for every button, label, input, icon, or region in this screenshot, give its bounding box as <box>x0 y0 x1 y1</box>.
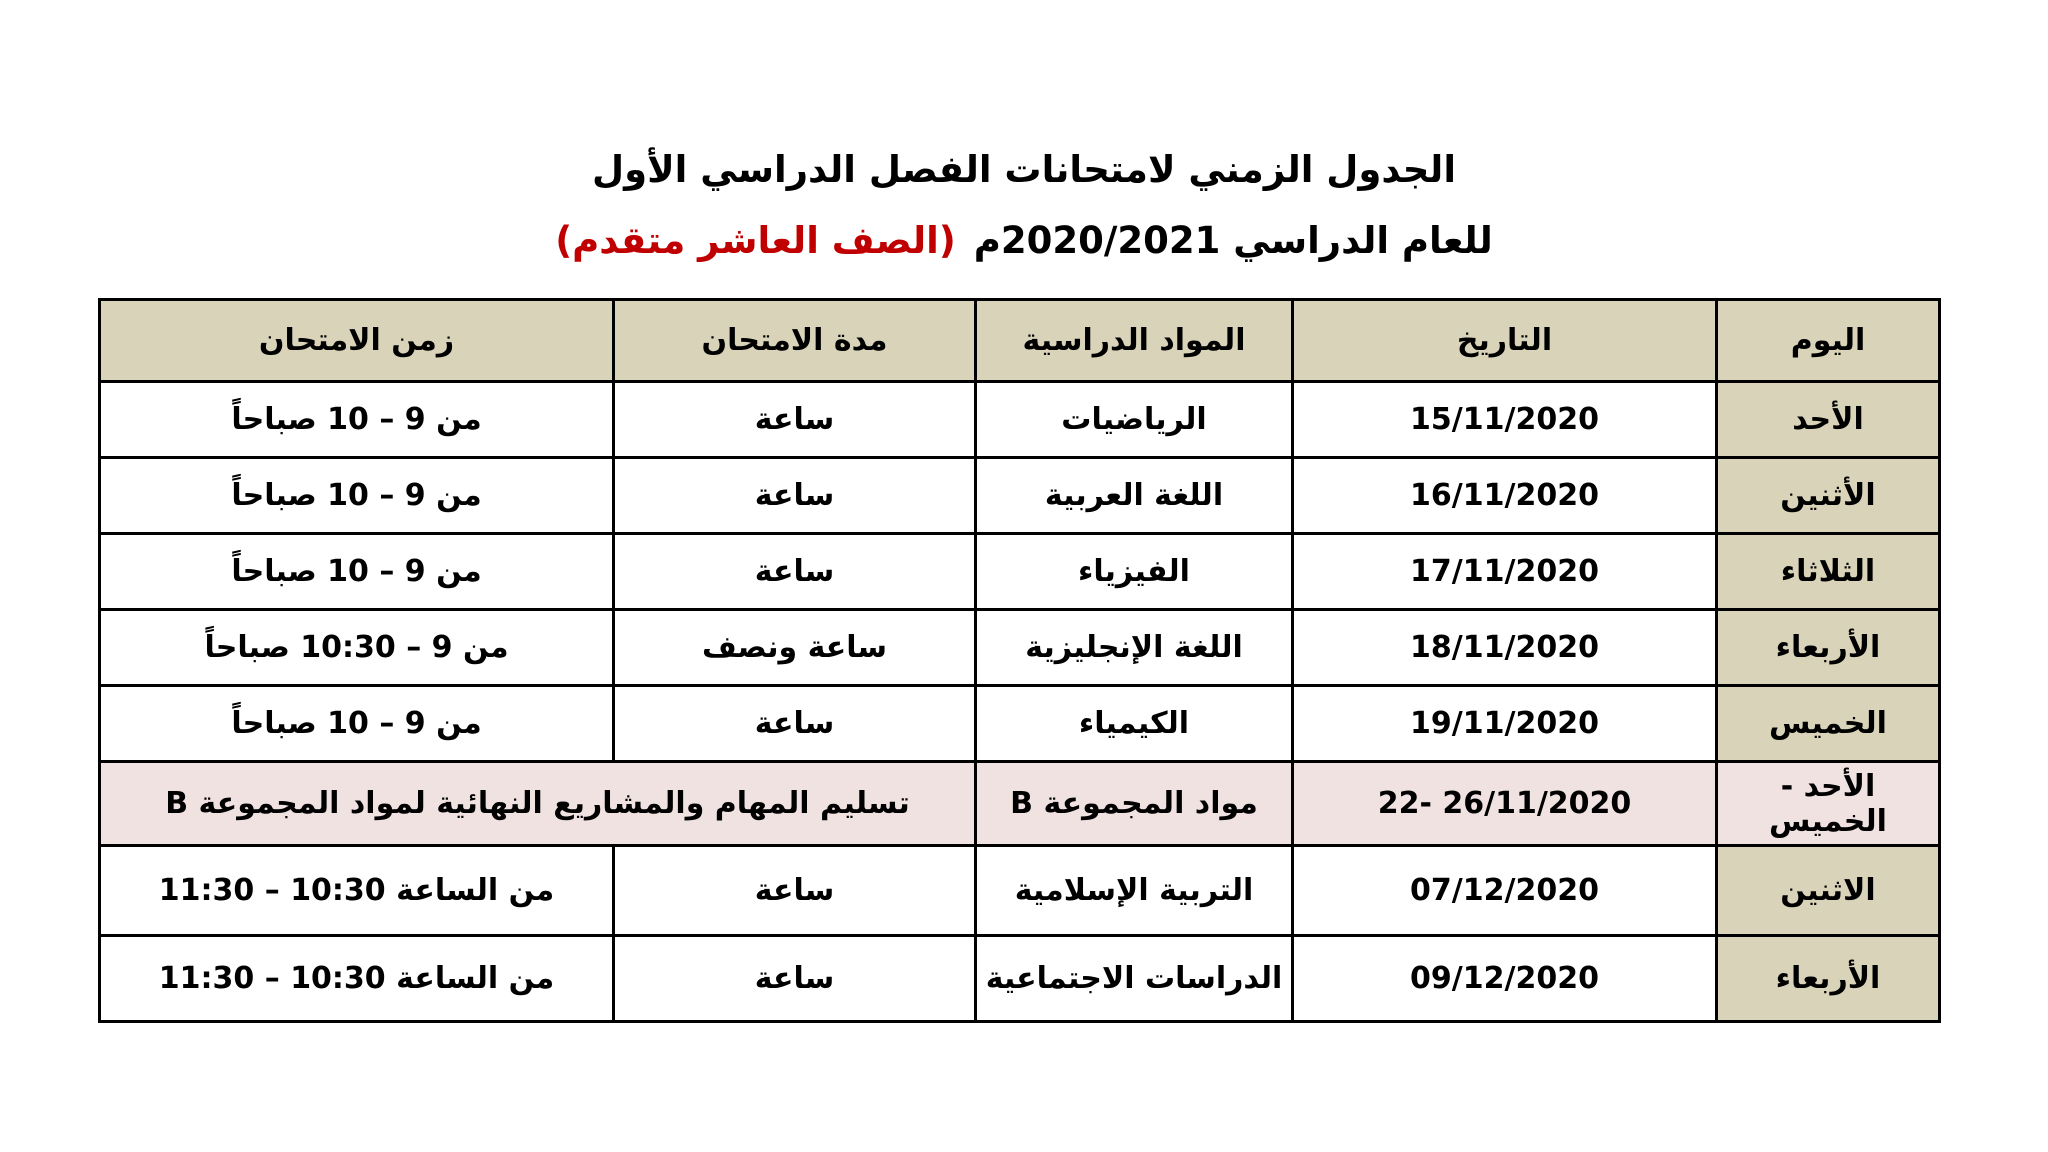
cell-subject: الدراسات الاجتماعية <box>976 936 1293 1022</box>
table-row <box>100 534 1940 610</box>
cell-time: من الساعة 10:30 – 11:30 <box>100 936 614 1022</box>
table-row <box>100 458 1940 534</box>
column-header-day: اليوم <box>1717 300 1940 382</box>
cell-subject: الكيمياء <box>976 686 1293 762</box>
cell-time: من الساعة 10:30 – 11:30 <box>100 846 614 936</box>
cell-date: 09/12/2020 <box>1293 936 1717 1022</box>
cell-time: من 9 – 10 صباحاً <box>100 534 614 610</box>
column-header-date: التاريخ <box>1293 300 1717 382</box>
table-row <box>100 936 1940 1022</box>
cell-duration: ساعة <box>614 458 976 534</box>
cell-subject: الفيزياء <box>976 534 1293 610</box>
cell-date: 16/11/2020 <box>1293 458 1717 534</box>
page-title: الجدول الزمني لامتحانات الفصل الدراسي الأول <box>591 148 1457 191</box>
cell-time: من 9 – 10 صباحاً <box>100 458 614 534</box>
cell-duration: ساعة <box>614 534 976 610</box>
cell-duration: ساعة <box>614 686 976 762</box>
cell-date: 19/11/2020 <box>1293 686 1717 762</box>
header-row <box>100 300 1940 382</box>
cell-time: من 9 – 10 صباحاً <box>100 686 614 762</box>
cell-date: 15/11/2020 <box>1293 382 1717 458</box>
cell-day: الأربعاء <box>1717 610 1940 686</box>
table-row <box>100 686 1940 762</box>
cell-subject: اللغة العربية <box>976 458 1293 534</box>
cell-time: من 9 – 10:30 صباحاً <box>100 610 614 686</box>
cell-subject: الرياضيات <box>976 382 1293 458</box>
cell-duration: ساعة <box>614 846 976 936</box>
table-row-highlighted <box>100 762 1940 846</box>
cell-duration: ساعة <box>614 936 976 1022</box>
cell-subject: مواد المجموعة B <box>976 762 1293 846</box>
cell-date: 22- 26/11/2020 <box>1293 762 1717 846</box>
cell-duration: ساعة <box>614 382 976 458</box>
cell-day: الثلاثاء <box>1717 534 1940 610</box>
cell-subject: التربية الإسلامية <box>976 846 1293 936</box>
cell-day: الاثنين <box>1717 846 1940 936</box>
cell-day: الأحد <box>1717 382 1940 458</box>
cell-day: الخميس <box>1717 686 1940 762</box>
page-subtitle <box>0 219 2048 262</box>
cell-date: 07/12/2020 <box>1293 846 1717 936</box>
cell-day: الأربعاء <box>1717 936 1940 1022</box>
cell-day: الأحد - الخميس <box>1717 762 1940 846</box>
cell-day: الأثنين <box>1717 458 1940 534</box>
table-row <box>100 610 1940 686</box>
subtitle-year: للعام الدراسي 2020/2021م <box>973 219 1493 262</box>
table-row <box>100 846 1940 936</box>
cell-date: 18/11/2020 <box>1293 610 1717 686</box>
title-block <box>0 148 2048 262</box>
cell-duration: ساعة ونصف <box>614 610 976 686</box>
table-row <box>100 382 1940 458</box>
cell-date: 17/11/2020 <box>1293 534 1717 610</box>
column-header-time: زمن الامتحان <box>100 300 614 382</box>
cell-merged-note: تسليم المهام والمشاريع النهائية لمواد المجموعة B <box>100 762 976 846</box>
exam-schedule-table <box>98 298 1941 1023</box>
cell-time: من 9 – 10 صباحاً <box>100 382 614 458</box>
column-header-subject: المواد الدراسية <box>976 300 1293 382</box>
subtitle-grade: (الصف العاشر متقدم) <box>555 219 956 262</box>
cell-subject: اللغة الإنجليزية <box>976 610 1293 686</box>
column-header-duration: مدة الامتحان <box>614 300 976 382</box>
